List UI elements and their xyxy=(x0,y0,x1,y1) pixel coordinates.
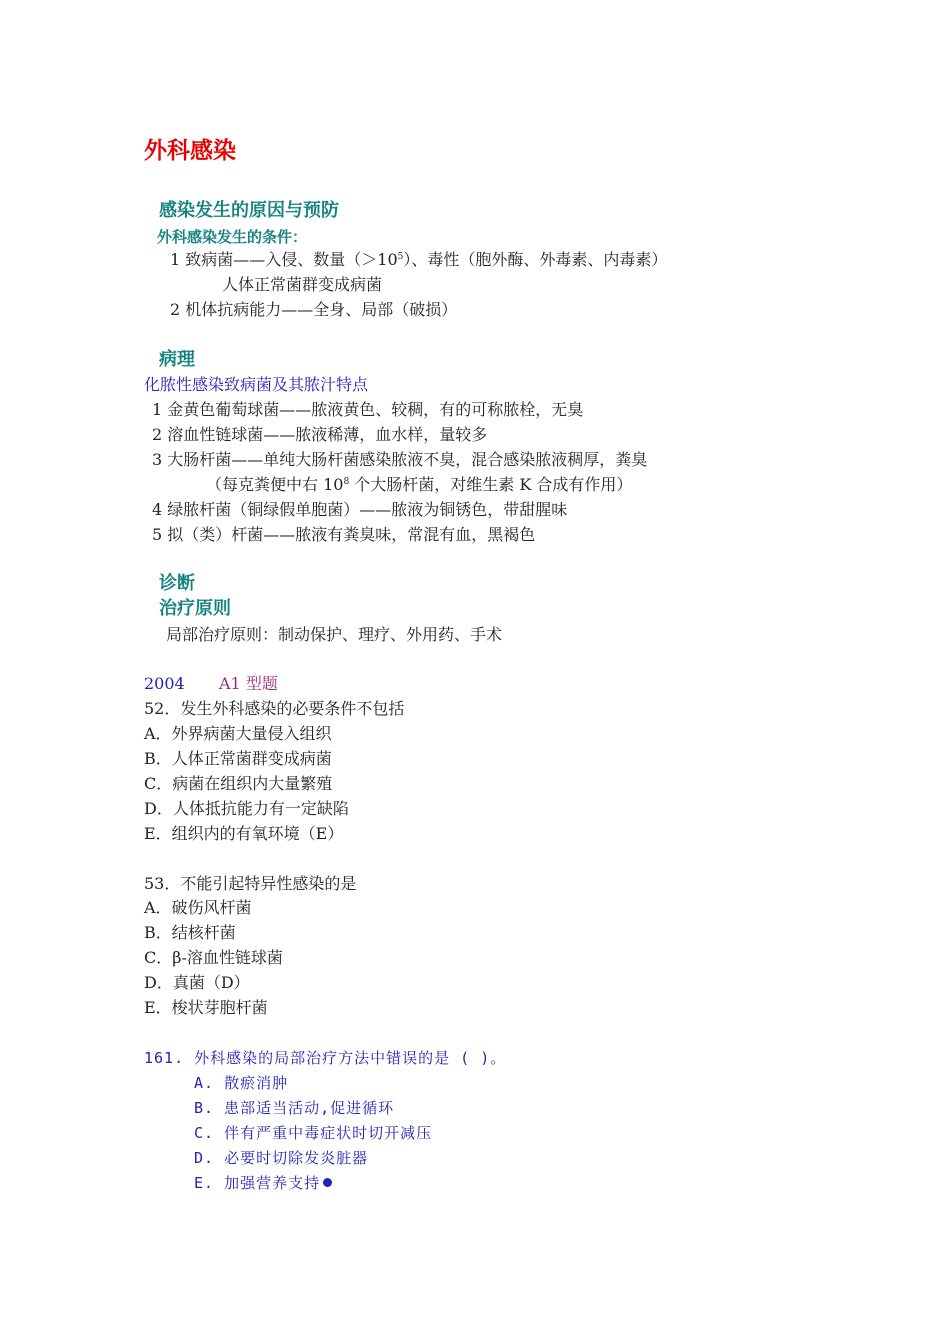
pathogen-item-2: 2 溶血性链球菌——脓液稀薄，血水样，量较多 xyxy=(152,425,488,444)
subheading-pathogens: 化脓性感染致病菌及其脓汁特点 xyxy=(144,375,369,394)
note-text: （每克粪便中右 10 xyxy=(206,475,344,494)
page-title: 外科感染 xyxy=(144,138,236,164)
question-161-option-a: A. 散瘀消肿 xyxy=(194,1074,289,1092)
exponent-8: 8 xyxy=(343,477,350,487)
question-53-option-e: E．梭状芽胞杆菌 xyxy=(144,998,268,1017)
question-161-option-b: B. 患部适当活动,促进循环 xyxy=(194,1099,395,1117)
condition-line-1-tail: ）、毒性（胞外酶、外毒素、内毒素） xyxy=(403,250,668,269)
exam-year: 2004 xyxy=(144,674,185,693)
exponent-5: 5 xyxy=(397,252,404,262)
question-53-option-d: D．真菌（D） xyxy=(144,973,250,992)
section-heading-diagnosis: 诊断 xyxy=(159,573,195,594)
question-161-option-e-row xyxy=(194,1172,332,1194)
pathogen-item-4: 4 绿脓杆菌（铜绿假单胞菌）——脓液为铜锈色，带甜腥味 xyxy=(152,500,568,519)
question-52-option-a: A．外界病菌大量侵入组织 xyxy=(144,724,332,743)
question-52-stem: 52．发生外科感染的必要条件不包括 xyxy=(144,699,405,718)
question-53-stem: 53．不能引起特异性感染的是 xyxy=(144,874,357,893)
question-53-option-c: C．β-溶血性链球菌 xyxy=(144,948,283,967)
pathogen-item-3-note xyxy=(206,474,632,496)
condition-line-1-indent: 人体正常菌群变成病菌 xyxy=(222,275,383,294)
note-tail: 个大肠杆菌，对维生素 K 合成有作用） xyxy=(349,475,633,494)
question-52-option-d: D．人体抵抗能力有一定缺陷 xyxy=(144,799,349,818)
filled-dot-icon xyxy=(323,1178,332,1187)
pathogen-item-5: 5 拟（类）杆菌——脓液有粪臭味，常混有血，黑褐色 xyxy=(152,525,536,544)
condition-line-1-text: 1 致病菌——入侵、数量（＞10 xyxy=(170,250,398,269)
exam-type: A1 型题 xyxy=(219,674,278,693)
question-53-option-a: A．破伤风杆菌 xyxy=(144,898,252,917)
question-161-option-d: D. 必要时切除发炎脏器 xyxy=(194,1149,369,1167)
question-53-option-b: B．结核杆菌 xyxy=(144,923,236,942)
question-52-option-c: C．病菌在组织内大量繁殖 xyxy=(144,774,333,793)
question-52-option-e: E．组织内的有氧环境（E） xyxy=(144,824,344,843)
question-161-stem: 161. 外科感染的局部治疗方法中错误的是 ( )。 xyxy=(144,1049,507,1067)
section-heading-pathology: 病理 xyxy=(159,349,195,370)
subheading-conditions: 外科感染发生的条件： xyxy=(157,228,308,246)
question-52-option-b: B．人体正常菌群变成病菌 xyxy=(144,749,332,768)
treatment-principle: 局部治疗原则：制动保护、理疗、外用药、手术 xyxy=(166,625,503,644)
question-161-option-c: C. 伴有严重中毒症状时切开减压 xyxy=(194,1124,433,1142)
section-heading-causes: 感染发生的原因与预防 xyxy=(159,200,339,221)
section-heading-treatment: 治疗原则 xyxy=(159,598,231,619)
pathogen-item-3: 3 大肠杆菌——单纯大肠杆菌感染脓液不臭，混合感染脓液稠厚，粪臭 xyxy=(152,450,648,469)
pathogen-item-1: 1 金黄色葡萄球菌——脓液黄色、较稠，有的可称脓栓，无臭 xyxy=(152,400,584,419)
condition-line-1 xyxy=(170,249,667,271)
question-161-option-e: E. 加强营养支持 xyxy=(194,1174,321,1192)
condition-line-2: 2 机体抗病能力——全身、局部（破损） xyxy=(170,300,458,319)
